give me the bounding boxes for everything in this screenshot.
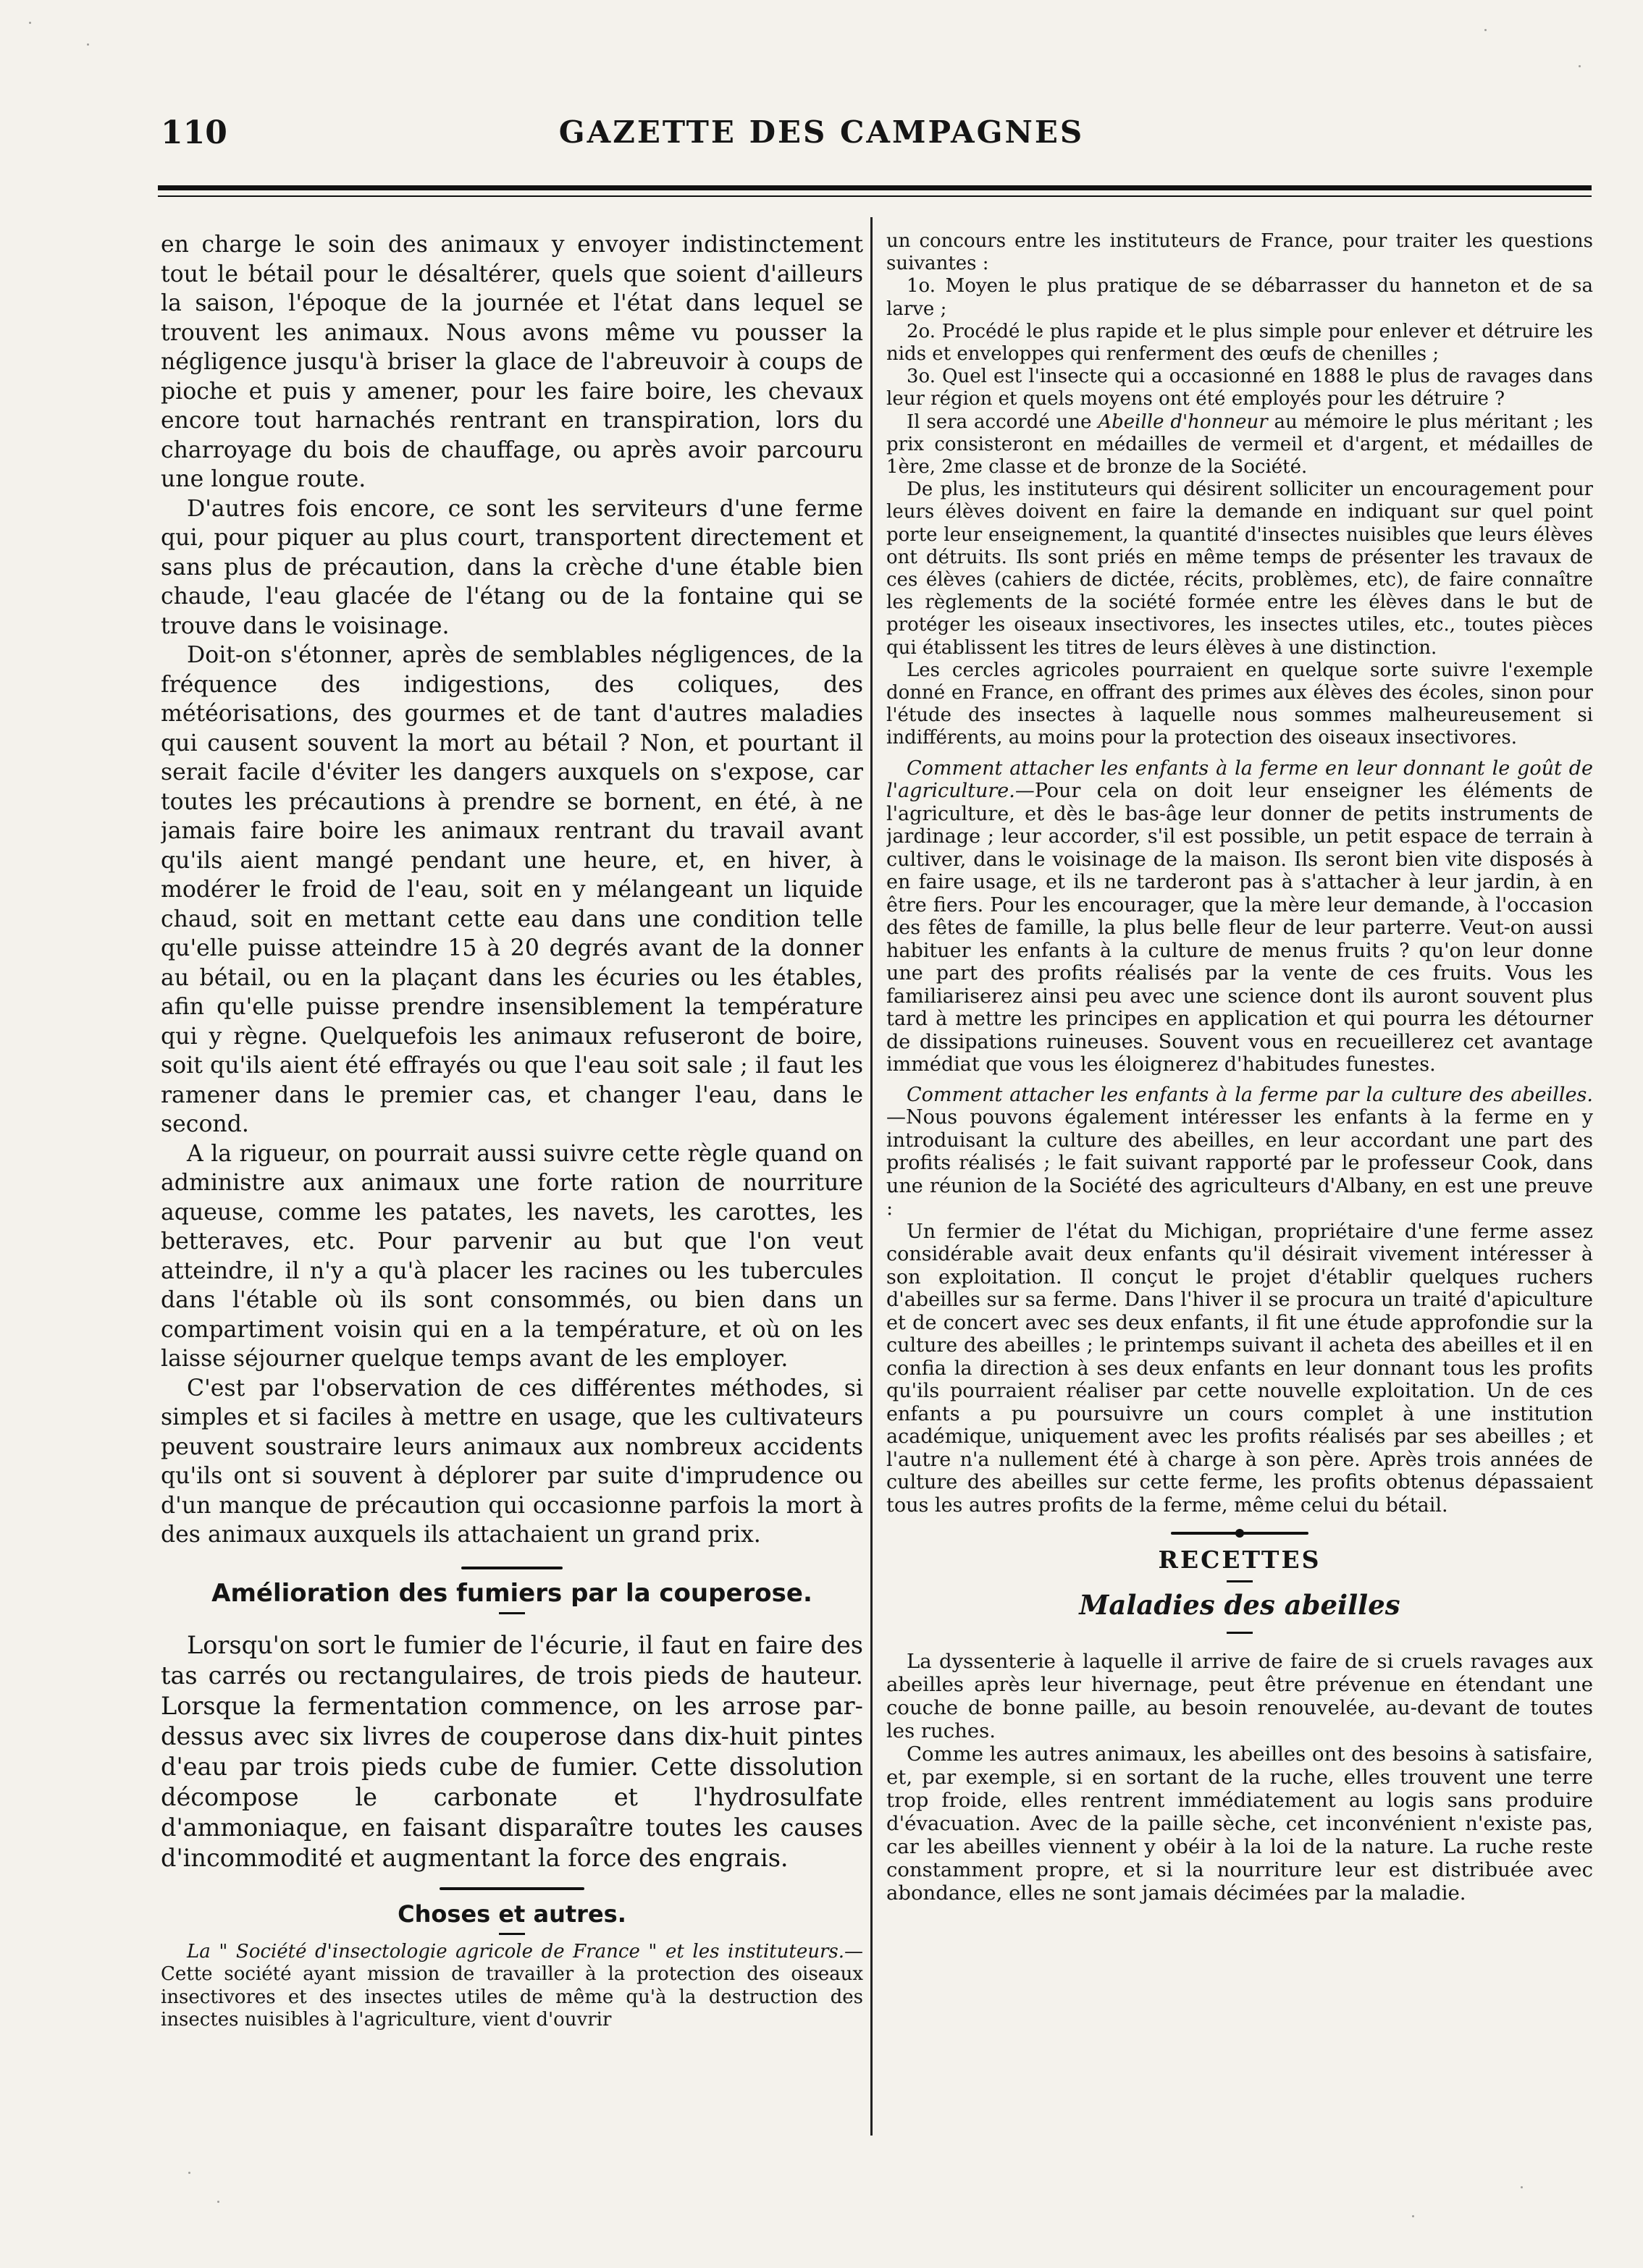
header-rule-thick [158,185,1592,190]
header-rule-thin [158,195,1592,197]
page-header [0,0,1643,195]
right-paragraph-3: De plus, les instituteurs qui désirent solliciter un encouragement pour leurs élèves doivent en faire la demande en indiquant sur quel point porte leur enseignement, la quantité d'insectes nuisibles que leurs élèves ont détruits. Ils sont priés en même temps de présenter les travaux de ces élèves (cahiers de dictée, récits, problèmes, etc), de faire connaître les règlements de la société formée entre les élèves dans le but de protéger les oiseaux insectivores, les insectes utiles, etc., toutes pièces qui établissent les titres de leurs élèves à une distinction. [886,479,1593,659]
left-paragraph-2: D'autres fois encore, ce sont les serviteurs d'une ferme qui, pour piquer au plus court, transportent directement et sans plus de précaution, dans la crèche d'une étable bien chaude, l'eau glacée de l'étang ou de la fontaine qui se trouve dans le voisinage. [161,495,863,639]
right-paragraph-6-italic: Comment attacher les enfants à la ferme par la culture des abeilles. [907,1083,1593,1106]
left-paragraph-6: Lorsqu'on sort le fumier de l'écurie, il faut en faire des tas carrés ou rectangulaires, de trois pieds de hauteur. Lorsque la fermentation commence, on les arrose par-dessus avec six livres de couperose dans dix-huit pintes d'eau par trois pieds cube de fumier. Cette dissolution décompose le carbonate et l'hydrosulfate d'ammoniaque, en faisant disparaître toutes les causes d'incommodité et augmentant la force des engrais. [161,1630,863,1872]
right-paragraph-2-start: Il sera accordé une [907,410,1098,433]
running-title: GAZETTE DES CAMPAGNES [558,114,1085,150]
right-paragraph-9: Comme les autres animaux, les abeilles ont des besoins à satisfaire, et, par exemple, si en sortant de la ruche, elles trouvent une terre trop froide, elles rentrent immédiatement au logis sans produire d'évacuation. Avec de la paille sèche, cet inconvénient n'existe pas, car les abeilles viennent y obéir à la loi de la nature. La ruche reste constamment propre, et si la nourriture leur est distribuée avec abondance, elles ne sont jamais décimées par la maladie. [886,1742,1593,1905]
ornament-divider [161,1878,863,1900]
section-title-fumiers: Amélioration des fumiers par la couperose. [211,1578,812,1608]
title-rule [1227,1580,1253,1582]
right-paragraph-5-text: —Pour cela on doit leur enseigner les éléments de l'agriculture, et dès le bas-âge leur donner de petits instruments de jardinage ; leur accorder, s'il est possible, un petit espace de terrain à cultiver, dans le voisinage de la maison. Ils seront bien vite disposés à en faire usage, et ils ne tarderont pas à s'attacher à leur jardin, à en être fiers. Pour les encourager, que la mère leur demande, à l'occasion des fêtes de famille, la plus belle fleur de leur parterre. Veut-on aussi habituer les enfants à la culture de menus fruits ? qu'on leur donne une part des profits réalisés par la vente de ces fruits. Vous les familiariserez ainsi peu avec une science dont ils auront souvent plus tard à mettre les principes en application et qui pourra les détourner de dissipations ruineuses. Souvent vous en recueillerez cet avantage immédiat que vous les éloignerez d'habitudes funestes. [886,780,1593,1076]
left-paragraph-7-italic: La " Société d'insectologie agricole de France " et les instituteurs. [187,1940,844,1963]
right-paragraph-2 [886,411,1593,479]
right-paragraph-2-italic: Abeille d'honneur [1098,410,1268,433]
question-1: 1o. Moyen le plus pratique de se débarrasser du hanneton et de sa larve ; [886,275,1593,320]
right-paragraph-8: La dyssenterie à laquelle il arrive de faire de si cruels ravages aux abeilles après leur hivernage, peut être prévenue en étendant une couche de bonne paille, au besoin renouvelée, au-devant de toutes les ruches. [886,1650,1593,1743]
right-paragraph-1: un concours entre les instituteurs de France, pour traiter les questions suivantes : [886,230,1593,275]
left-column [161,230,863,2134]
page-number: 110 [161,114,227,151]
section-subtitle-maladies: Maladies des abeilles [1079,1589,1400,1622]
right-column [886,230,1593,2134]
right-paragraph-2-end: au mémoire le plus méritant ; les prix consisteront en médailles de vermeil et d'argent, et médailles de 1ère, 2me classe et de bronze de la Société. [886,410,1593,479]
right-paragraph-6-text: —Nous pouvons également intéresser les enfants à la ferme en y introduisant la culture des abeilles, en leur accordant une part des profits réalisés ; le fait suivant rapporté par le professeur Cook, dans une réunion de la Société des agriculteurs d'Albany, en est une preuve : [886,1106,1593,1221]
left-paragraph-3: Doit-on s'étonner, après de semblables négligences, de la fréquence des indigestions, des coliques, des météorisations, des gourmes et de tant d'autres maladies qui causent souvent la mort au bétail ? Non, et pourtant il serait facile d'éviter les dangers auxquels on s'expose, car toutes les précautions à prendre se bornent, en été, à ne jamais faire boire les animaux rentrant du travail avant qu'ils aient mangé pendant une heure, et, en hiver, à modérer le froid de l'eau, soit en y mélangeant un liquide chaud, soit en mettant cette eau dans une condition telle qu'elle puisse atteindre 15 à 20 degrés avant de la donner au bétail, ou en la plaçant dans les écuries ou les étables, afin qu'elle puisse prendre insensiblement la température qui y règne. Quelquefois les animaux refuseront de boire, soit qu'ils aient été effrayés ou que l'eau soit sale ; il faut les ramener dans le premier cas, et changer l'eau, dans le second. [161,642,863,1137]
left-paragraph-5: C'est par l'observation de ces différentes méthodes, si simples et si faciles à mettre en usage, que les cultivateurs peuvent soustraire leurs animaux aux nombreux accidents qu'ils ont si souvent à déplorer par suite d'imprudence ou d'un manque de précaution qui occasionne parfois la mort à des animaux auxquels ils attachaient un grand prix. [161,1375,863,1548]
right-paragraph-5 [886,757,1593,1076]
left-paragraph-7-text: —Cette société ayant mission de travailler à la protection des oiseaux insectivores et des insectes utiles de même qu'à la destruction des insectes nuisibles à l'agriculture, vient d'ouvrir [161,1940,863,2031]
title-rule [499,1612,525,1614]
title-rule [1227,1632,1253,1634]
column-divider [870,217,873,2136]
left-paragraph-1: en charge le soin des animaux y envoyer indistinctement tout le bétail pour le désaltérer, quels que soient d'ailleurs la saison, l'époque de la journée et l'état dans lequel se trouvent les animaux. Nous avons même vu pousser la négligence jusqu'à briser la glace de l'abreuvoir à coups de pioche et puis y amener, pour les faire boire, les chevaux encore tout harnachés rentrant en transpiration, lors du charroyage du bois de chauffage, ou après avoir parcouru une longue route. [161,232,863,492]
question-2: 2o. Procédé le plus rapide et le plus simple pour enlever et détruire les nids et enveloppes qui renferment des œufs de chenilles ; [886,320,1593,366]
right-paragraph-7: Un fermier de l'état du Michigan, propriétaire d'une ferme assez considérable avait deux enfants qu'il désirait vivement intéresser à son exploitation. Il conçut le projet d'établir quelques ruchers d'abeilles sur sa ferme. Dans l'hiver il se procura un traité d'apiculture et de concert avec ses deux enfants, il fit une étude approfondie sur la culture des abeilles ; le printemps suivant il acheta des abeilles et il en confia la direction à ses deux enfants en leur donnant tous les profits qu'ils pourraient réaliser par cette nouvelle exploitation. Un de ces enfants a pu poursuivre un cours complet à une institution académique, uniquement avec les profits réalisés par ses abeilles ; et l'autre n'a nullement été à charge à son père. Après trois années de culture des abeilles sur cette ferme, les profits obtenus dépassaient tous les autres profits de la ferme, même celui du bétail. [886,1220,1593,1517]
ornament-divider [161,1557,863,1579]
right-paragraph-5-italic: Comment attacher les enfants à la ferme en leur donnant le goût de l'agriculture. [886,756,1593,803]
title-rule [499,1933,525,1935]
left-paragraph-4: A la rigueur, on pourrait aussi suivre cette règle quand on administre aux animaux une forte ration de nourriture aqueuse, comme les patates, les navets, les carottes, les betteraves, etc. Pour parvenir au but que l'on veut atteindre, il n'y a qu'à placer les racines ou les tubercules dans l'étable où ils sont consommés, ou bien dans un compartiment voisin qui en a la température, et où on les laisse séjourner quelque temps avant de les employer. [161,1140,863,1372]
section-heading-recettes: RECETTES [1158,1546,1321,1574]
question-3: 3o. Quel est l'insecte qui a occasionné en 1888 le plus de ravages dans leur région et quels moyens ont été employés pour les détruire ? [886,366,1593,410]
right-paragraph-6 [886,1084,1593,1221]
left-paragraph-7 [161,1941,863,2032]
ornament-divider [886,1522,1593,1544]
right-paragraph-4: Les cercles agricoles pourraient en quelque sorte suivre l'exemple donné en France, en offrant des primes aux élèves des écoles, sinon pour l'étude des insectes à laquelle nous sommes malheureusement si indifférents, au moins pour la protection des oiseaux insectivores. [886,659,1593,749]
section-title-choses: Choses et autres. [398,1900,626,1928]
